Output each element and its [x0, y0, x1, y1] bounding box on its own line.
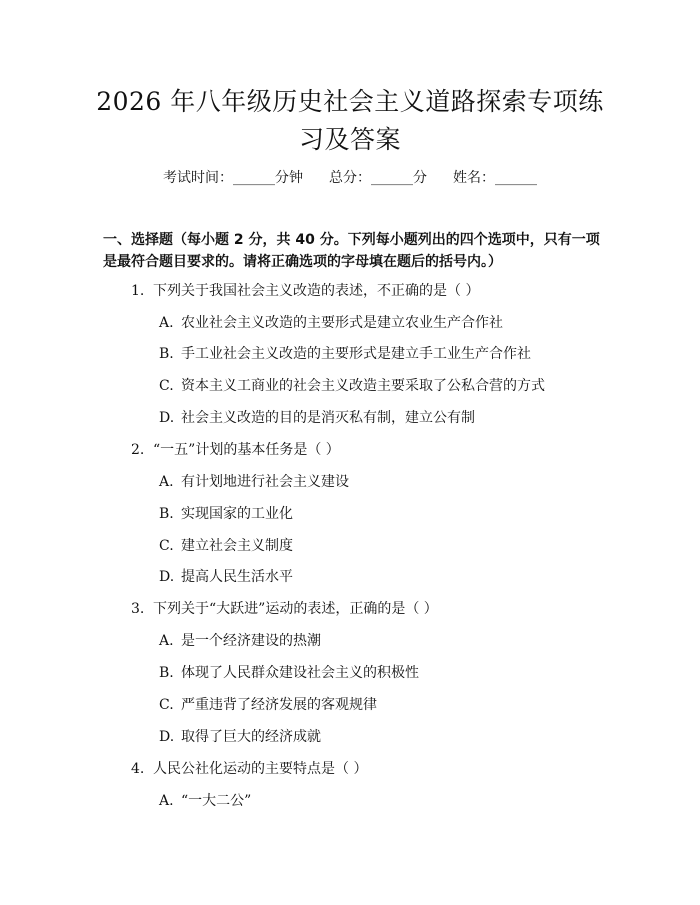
question-3-option-c	[159, 695, 377, 715]
option-letter: C.	[159, 538, 174, 554]
question-number: 2.	[131, 442, 145, 458]
question-number: 3.	[131, 601, 145, 617]
question-text: 人民公社化运动的主要特点是（ ）	[153, 761, 368, 777]
option-letter: C.	[159, 697, 174, 713]
total-score-field: 总分：______分	[329, 170, 427, 186]
option-text: 农业社会主义改造的主要形式是建立农业生产合作社	[181, 315, 503, 331]
option-letter: A.	[159, 474, 174, 490]
option-text: 取得了巨大的经济成就	[181, 729, 321, 745]
question-1-option-a	[159, 313, 503, 333]
document-title	[60, 83, 640, 159]
option-text: 有计划地进行社会主义建设	[181, 474, 349, 490]
question-3-option-d	[159, 727, 321, 747]
question-text: 下列关于我国社会主义改造的表述，不正确的是（ ）	[153, 283, 480, 299]
title-line-1: 2026 年八年级历史社会主义道路探索专项练	[96, 87, 604, 116]
option-letter: D.	[159, 410, 175, 426]
title-line-2: 习及答案	[298, 125, 401, 154]
option-letter: D.	[159, 569, 175, 585]
option-text: 资本主义工商业的社会主义改造主要采取了公私合营的方式	[181, 378, 545, 394]
option-letter: B.	[159, 346, 174, 362]
option-letter: A.	[159, 633, 174, 649]
option-text: 提高人民生活水平	[181, 569, 293, 585]
option-letter: B.	[159, 665, 174, 681]
question-4	[131, 759, 367, 779]
question-4-option-a	[159, 791, 251, 811]
question-2-option-a	[159, 472, 349, 492]
question-3-option-a	[159, 631, 321, 651]
option-letter: B.	[159, 506, 174, 522]
question-1-option-b	[159, 344, 531, 364]
option-text: 社会主义改造的目的是消灭私有制，建立公有制	[181, 410, 475, 426]
option-text: 实现国家的工业化	[181, 506, 293, 522]
option-text: 是一个经济建设的热潮	[181, 633, 321, 649]
question-2-option-b	[159, 504, 293, 524]
exam-time-field: 考试时间：______分钟	[163, 170, 303, 186]
question-2	[131, 440, 340, 460]
question-2-option-d	[159, 567, 293, 587]
option-letter: A.	[159, 793, 174, 809]
question-2-option-c	[159, 536, 293, 556]
exam-meta	[0, 168, 700, 188]
option-letter: A.	[159, 315, 174, 331]
option-text: 体现了人民群众建设社会主义的积极性	[181, 665, 419, 681]
name-field: 姓名：______	[453, 170, 537, 186]
question-number: 4.	[131, 761, 145, 777]
question-number: 1.	[131, 283, 145, 299]
question-text: 下列关于“大跃进”运动的表述，正确的是（ ）	[153, 601, 438, 617]
question-3	[131, 599, 438, 619]
section-heading: 一、选择题（每小题 2 分，共 40 分。下列每小题列出的四个选项中，只有一项是最符合题目要求的。请将正确选项的字母填在题后的括号内。）	[103, 232, 600, 270]
question-1-option-d	[159, 408, 475, 428]
question-3-option-b	[159, 663, 419, 683]
option-letter: D.	[159, 729, 175, 745]
option-text: “一大二公”	[181, 793, 252, 809]
question-1	[131, 281, 479, 301]
question-1-option-c	[159, 376, 545, 396]
question-text: “一五”计划的基本任务是（ ）	[153, 442, 340, 458]
option-text: 严重违背了经济发展的客观规律	[181, 697, 377, 713]
option-text: 建立社会主义制度	[181, 538, 293, 554]
option-text: 手工业社会主义改造的主要形式是建立手工业生产合作社	[181, 346, 531, 362]
option-letter: C.	[159, 378, 174, 394]
